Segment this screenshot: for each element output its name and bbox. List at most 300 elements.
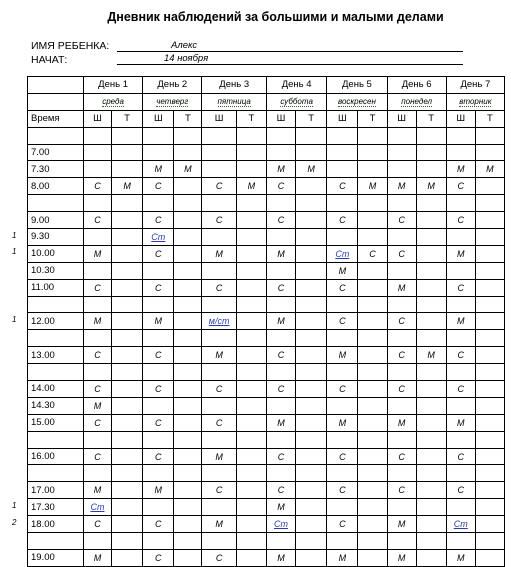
time-cell: 16.00 [28, 448, 84, 465]
observation-mark: С [215, 552, 223, 563]
observation-cell [83, 279, 111, 296]
table-row [28, 313, 505, 330]
time-cell [28, 296, 84, 313]
observation-cell [111, 262, 142, 279]
time-cell: 14.00 [28, 381, 84, 398]
observation-mark: М [457, 552, 465, 563]
observation-cell [416, 397, 446, 414]
weekday-label: четверг [156, 97, 189, 107]
observation-cell [111, 533, 142, 550]
observation-cell [296, 144, 327, 161]
observation-cell [416, 279, 446, 296]
observation-mark: М [397, 519, 406, 530]
observation-cell [202, 431, 236, 448]
observation-cell [296, 482, 327, 499]
observation-cell [475, 499, 504, 516]
observation-mark: Ст [335, 248, 350, 259]
observation-cell [446, 397, 475, 414]
observation-mark: С [215, 215, 223, 226]
observation-cell [111, 279, 142, 296]
observation-cell [446, 296, 475, 313]
observation-cell [174, 431, 202, 448]
observation-cell [202, 482, 236, 499]
table-row [28, 364, 505, 381]
observation-cell [111, 448, 142, 465]
observation-cell [236, 229, 266, 246]
observation-cell [475, 482, 504, 499]
observation-mark: С [277, 485, 285, 496]
observation-cell [266, 313, 295, 330]
observation-mark: С [155, 519, 162, 530]
observation-cell [446, 262, 475, 279]
observation-cell [83, 330, 111, 347]
observation-mark: М [93, 552, 102, 563]
observation-cell [387, 245, 416, 262]
table-row [28, 296, 505, 313]
day-header: День 6 [387, 77, 446, 94]
observation-cell [143, 549, 174, 566]
observation-cell [358, 330, 387, 347]
time-cell: 11.00 [28, 279, 84, 296]
observation-cell [358, 499, 387, 516]
observation-cell [446, 364, 475, 381]
observation-cell [266, 245, 295, 262]
observation-cell [143, 397, 174, 414]
table-row [28, 127, 505, 144]
observation-cell [327, 431, 358, 448]
observation-cell [296, 127, 327, 144]
observation-cell [475, 178, 504, 195]
observation-mark: С [215, 417, 223, 428]
observation-cell [475, 127, 504, 144]
observation-mark: С [457, 350, 465, 361]
observation-cell [387, 347, 416, 364]
corner-cell [28, 93, 84, 110]
table-row [28, 549, 505, 566]
observation-cell [358, 549, 387, 566]
observation-cell [83, 448, 111, 465]
observation-cell [358, 347, 387, 364]
document-title: Дневник наблюдений за большими и малыми делами [107, 10, 444, 24]
margin-note: 1 [12, 247, 17, 257]
subheader-cell: Т [475, 110, 504, 127]
table-row [28, 330, 505, 347]
weekday-label: суббота [280, 97, 313, 107]
observation-mark: С [339, 181, 346, 192]
observation-cell [83, 499, 111, 516]
observation-mark: С [277, 451, 285, 462]
observation-mark: С [457, 181, 465, 192]
observation-cell [475, 144, 504, 161]
observation-mark: М [338, 552, 347, 563]
observation-cell [111, 516, 142, 533]
observation-cell [266, 178, 295, 195]
observation-cell [327, 178, 358, 195]
observation-cell [387, 465, 416, 482]
time-cell [28, 195, 84, 212]
margin-note: 2 [12, 517, 17, 527]
observation-cell [475, 195, 504, 212]
observation-cell [327, 381, 358, 398]
observation-cell [236, 347, 266, 364]
observation-cell [202, 347, 236, 364]
observation-cell [266, 279, 295, 296]
observation-cell [143, 448, 174, 465]
observation-cell [236, 516, 266, 533]
observation-cell [174, 313, 202, 330]
observation-cell [416, 296, 446, 313]
observation-cell [358, 431, 387, 448]
observation-cell [202, 330, 236, 347]
observation-mark: М [277, 164, 285, 175]
observation-mark: С [369, 248, 376, 259]
observation-cell [202, 549, 236, 566]
observation-mark: М [215, 519, 223, 530]
observation-cell [327, 245, 358, 262]
observation-cell [387, 431, 416, 448]
observation-cell [446, 195, 475, 212]
observation-cell [475, 516, 504, 533]
observation-cell [236, 431, 266, 448]
observation-cell [446, 330, 475, 347]
observation-mark: С [398, 383, 405, 394]
observation-cell [111, 195, 142, 212]
observation-cell [202, 195, 236, 212]
observation-cell [446, 431, 475, 448]
observation-cell [327, 262, 358, 279]
time-cell [28, 533, 84, 550]
observation-cell [266, 482, 295, 499]
observation-mark: М [368, 181, 377, 192]
time-cell [28, 127, 84, 144]
observation-cell [143, 313, 174, 330]
observation-cell [358, 279, 387, 296]
subheader-cell: Т [174, 110, 202, 127]
observation-cell [83, 516, 111, 533]
observation-cell [327, 330, 358, 347]
observation-mark: С [398, 350, 405, 361]
observation-cell [266, 296, 295, 313]
observation-mark: С [457, 282, 465, 293]
observation-cell [296, 212, 327, 229]
observation-mark: М [457, 316, 465, 327]
table-row [28, 397, 505, 414]
start-date-underline [117, 64, 463, 65]
observation-mark: С [457, 485, 465, 496]
weekday-cell [266, 93, 326, 110]
observation-cell [236, 279, 266, 296]
observation-cell [236, 381, 266, 398]
observation-cell [111, 364, 142, 381]
observation-cell [174, 330, 202, 347]
table-row [28, 178, 505, 195]
observation-cell [358, 229, 387, 246]
time-cell: 14.30 [28, 397, 84, 414]
observation-cell [202, 296, 236, 313]
observation-cell [296, 262, 327, 279]
observation-cell [266, 195, 295, 212]
observation-cell [266, 127, 295, 144]
observation-cell [174, 347, 202, 364]
observation-cell [446, 533, 475, 550]
weekday-label: пятница [217, 97, 251, 107]
observation-mark: С [215, 485, 223, 496]
observation-cell [236, 448, 266, 465]
observation-cell [475, 212, 504, 229]
observation-mark: С [398, 215, 405, 226]
observation-mark: С [94, 451, 101, 462]
observation-cell [327, 229, 358, 246]
observation-cell [475, 448, 504, 465]
observation-cell [358, 262, 387, 279]
observation-cell [174, 127, 202, 144]
observation-cell [236, 212, 266, 229]
observation-cell [296, 245, 327, 262]
observation-mark: М [93, 400, 102, 411]
observation-cell [111, 465, 142, 482]
subheader-cell: Т [296, 110, 327, 127]
observation-mark: С [339, 316, 346, 327]
observation-cell [266, 229, 295, 246]
observation-mark: С [277, 181, 285, 192]
observation-mark: М [93, 248, 102, 259]
observation-cell [416, 414, 446, 431]
time-cell: 18.00 [28, 516, 84, 533]
observation-cell [266, 347, 295, 364]
observation-cell [475, 313, 504, 330]
observation-cell [236, 195, 266, 212]
observation-mark: С [155, 282, 162, 293]
time-cell: 10.00 [28, 245, 84, 262]
observation-mark: С [339, 282, 346, 293]
observation-cell [202, 245, 236, 262]
observation-cell [174, 499, 202, 516]
observation-mark: С [457, 215, 465, 226]
observation-cell [446, 144, 475, 161]
observation-cell [111, 499, 142, 516]
observation-mark: М [277, 248, 285, 259]
observation-mark: М [397, 181, 406, 192]
observation-mark: М [247, 181, 256, 192]
observation-cell [358, 195, 387, 212]
observation-cell [387, 178, 416, 195]
observation-cell [358, 482, 387, 499]
table-row [28, 144, 505, 161]
observation-cell [446, 499, 475, 516]
observation-cell [143, 178, 174, 195]
child-name-underline [117, 51, 463, 52]
observation-cell [202, 212, 236, 229]
observation-cell [387, 296, 416, 313]
observation-cell [475, 549, 504, 566]
observation-cell [202, 279, 236, 296]
observation-cell [143, 296, 174, 313]
observation-mark: С [94, 417, 101, 428]
observation-cell [266, 381, 295, 398]
observation-cell [202, 178, 236, 195]
observation-cell [143, 347, 174, 364]
observation-cell [416, 549, 446, 566]
observation-cell [446, 482, 475, 499]
table-row [28, 482, 505, 499]
observation-cell [446, 347, 475, 364]
weekday-label: вторник [459, 97, 492, 107]
observation-cell [358, 448, 387, 465]
observation-cell [202, 448, 236, 465]
table-row [28, 448, 505, 465]
observation-cell [266, 414, 295, 431]
observation-cell [296, 431, 327, 448]
observation-cell [387, 499, 416, 516]
observation-mark: М [486, 164, 494, 175]
subheader-cell: Ш [266, 110, 295, 127]
observation-cell [327, 296, 358, 313]
observation-mark: С [339, 215, 346, 226]
observation-cell [327, 549, 358, 566]
observation-mark: М [154, 485, 163, 496]
observation-mark: С [155, 552, 162, 563]
observation-cell [83, 397, 111, 414]
observation-cell [416, 364, 446, 381]
observation-mark: С [94, 383, 101, 394]
table-row [28, 516, 505, 533]
observation-cell [475, 279, 504, 296]
observation-cell [111, 313, 142, 330]
observation-cell [327, 279, 358, 296]
observation-cell [83, 178, 111, 195]
table-row [28, 262, 505, 279]
observation-cell [174, 178, 202, 195]
observation-cell [83, 127, 111, 144]
observation-mark: С [457, 451, 465, 462]
observation-mark: С [155, 215, 162, 226]
observation-cell [446, 448, 475, 465]
observation-cell [296, 330, 327, 347]
subheader-cell: Т [236, 110, 266, 127]
observation-mark: С [94, 350, 101, 361]
time-cell: 7.00 [28, 144, 84, 161]
observation-cell [83, 296, 111, 313]
observation-cell [83, 533, 111, 550]
observation-cell [202, 499, 236, 516]
observation-mark: М [307, 164, 315, 175]
observation-cell [446, 313, 475, 330]
observation-cell [416, 448, 446, 465]
observation-cell [296, 414, 327, 431]
observation-cell [387, 516, 416, 533]
observation-cell [296, 465, 327, 482]
observation-cell [266, 516, 295, 533]
weekday-cell [83, 93, 142, 110]
observation-cell [174, 549, 202, 566]
observation-cell [387, 313, 416, 330]
observation-mark: М [338, 417, 347, 428]
observation-cell [475, 414, 504, 431]
observation-cell [387, 262, 416, 279]
observation-cell [236, 161, 266, 178]
table-row [28, 212, 505, 229]
observation-mark: С [398, 485, 405, 496]
observation-mark: М [184, 164, 192, 175]
observation-cell [174, 296, 202, 313]
observation-cell [111, 245, 142, 262]
observation-cell [266, 330, 295, 347]
observation-mark: С [339, 451, 346, 462]
observation-mark: С [155, 248, 162, 259]
observation-cell [446, 245, 475, 262]
observation-cell [387, 381, 416, 398]
observation-mark: М [215, 248, 223, 259]
observation-cell [327, 397, 358, 414]
weekday-cell [143, 93, 202, 110]
weekday-cell [202, 93, 267, 110]
observation-cell [83, 313, 111, 330]
subheader-cell: Ш [202, 110, 236, 127]
table-row [28, 499, 505, 516]
table-row [28, 465, 505, 482]
observation-mark: М [277, 417, 285, 428]
observation-mark: С [277, 383, 285, 394]
day-header: День 1 [83, 77, 142, 94]
corner-cell [28, 77, 84, 94]
observation-mark: С [277, 282, 285, 293]
observation-cell [358, 364, 387, 381]
observation-cell [296, 381, 327, 398]
observation-cell [327, 465, 358, 482]
observation-cell [143, 262, 174, 279]
observation-cell [327, 127, 358, 144]
child-name-value: Алекс [171, 40, 198, 51]
observation-mark: Ст [90, 502, 105, 513]
observation-cell [143, 381, 174, 398]
observation-cell [446, 549, 475, 566]
observation-cell [296, 313, 327, 330]
observation-mark: С [339, 383, 346, 394]
observation-cell [358, 397, 387, 414]
observation-cell [111, 296, 142, 313]
observation-mark: м/ст [208, 316, 230, 327]
subheader-cell: Ш [446, 110, 475, 127]
observation-cell [83, 482, 111, 499]
observation-cell [143, 161, 174, 178]
observation-cell [111, 144, 142, 161]
observation-cell [296, 279, 327, 296]
observation-cell [327, 516, 358, 533]
observation-cell [358, 127, 387, 144]
table-row [28, 533, 505, 550]
observation-cell [236, 364, 266, 381]
subheader-cell: Ш [83, 110, 111, 127]
observation-mark: С [94, 181, 101, 192]
table-row [28, 195, 505, 212]
table-row [28, 229, 505, 246]
observation-cell [266, 397, 295, 414]
observation-cell [236, 296, 266, 313]
observation-cell [475, 431, 504, 448]
observation-cell [174, 195, 202, 212]
observation-mark: С [155, 350, 162, 361]
subheader-cell: Т [416, 110, 446, 127]
observation-cell [202, 516, 236, 533]
observation-mark: Ст [274, 519, 289, 530]
subheader-cell: Ш [143, 110, 174, 127]
observation-cell [327, 144, 358, 161]
time-cell: 8.00 [28, 178, 84, 195]
observation-cell [446, 414, 475, 431]
time-cell [28, 431, 84, 448]
observation-cell [416, 262, 446, 279]
observation-cell [143, 245, 174, 262]
